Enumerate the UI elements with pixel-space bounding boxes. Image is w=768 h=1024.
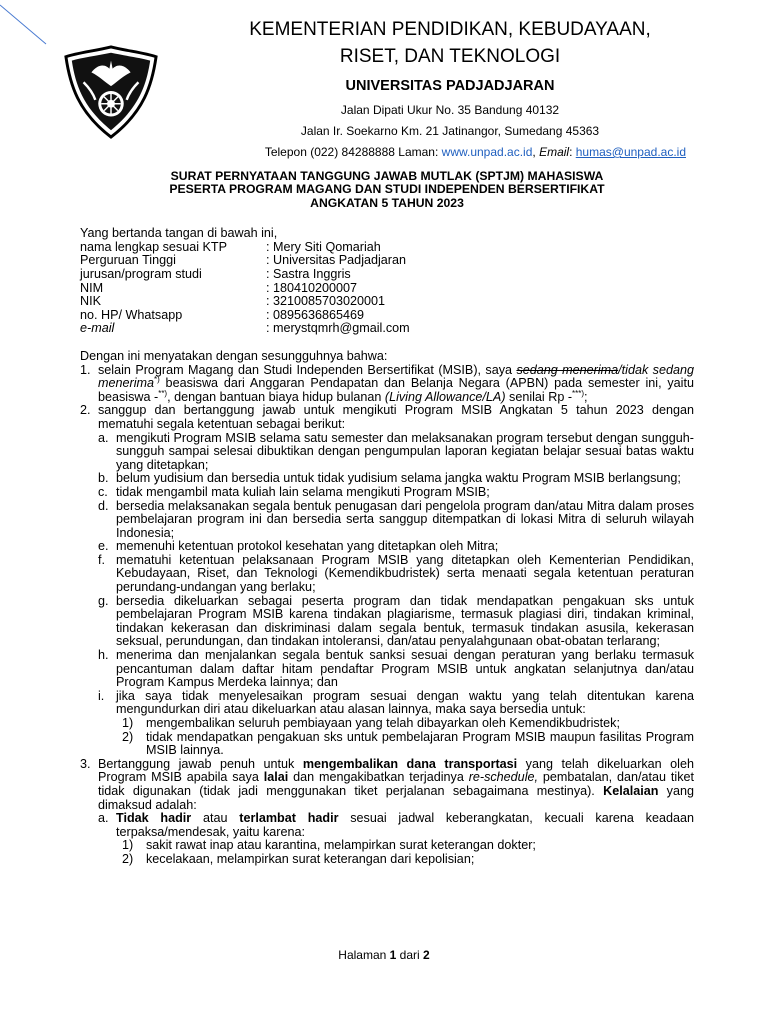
bold-text: lalai (263, 770, 289, 785)
italic-text: tidak sedang menerima (98, 362, 694, 391)
phone-text: Telepon (022) 84288888 Laman: (264, 145, 442, 159)
field-label: nama lengkap sesuai KTP (80, 239, 228, 254)
document-title (80, 170, 694, 210)
bold-text: Kelalaian (603, 783, 659, 798)
subsub-text: kecelakaan, melampirkan surat keterangan dari kepolisian; (146, 851, 475, 866)
email-link[interactable]: humas@unpad.ac.id (575, 145, 686, 159)
corner-line (0, 0, 60, 60)
text-run: yang dimaksud adalah: (98, 783, 694, 812)
item-text (98, 364, 694, 405)
field-label: e-mail (80, 321, 115, 336)
text-run: ; (584, 389, 588, 404)
sub-item (98, 554, 694, 595)
text-run: senilai Rp - (505, 389, 573, 404)
field-row (80, 282, 694, 296)
subsub-number: 2) (122, 851, 134, 866)
sub-text: mematuhi ketentuan pelaksanaan Program MSIB yang ditetapkan oleh Kementerian Pendidikan, Kebudayaan, Riset, dan Teknologi (Kemendikbudristek) serta menaati segala ketentuan peraturan perundang-undangan yang berlaku; (116, 552, 694, 595)
sub-text: menerima dan menjalankan segala bentuk sanksi sesuai dengan peraturan yang berlaku termasuk pencantuman dalam daftar hitam pendaftar Program MSIB untuk angkatan selanjutnya dan/atau Program Kampus Merdeka lainnya; dan (116, 648, 694, 690)
field-value: : 180410200007 (266, 280, 358, 295)
sub-sub-item (122, 839, 694, 853)
sub-text (116, 812, 694, 839)
page-footer (0, 948, 768, 962)
text-run: yang telah dikeluarkan oleh Program MSIB apabila saya (98, 756, 694, 785)
page-number: 1 (389, 948, 397, 962)
bold-text: terlambat hadir (239, 811, 339, 826)
subsub-text: sakit rawat inap atau karantina, melampirkan surat keterangan dokter; (146, 838, 536, 853)
sub-sub-item (122, 853, 694, 867)
sub-text: jika saya tidak menyelesaikan program sesuai dengan waktu yang telah ditentukan karena mengundurkan diri atau dikeluarkan atau alasan lainnya, maka saya bersedia untuk: (116, 688, 694, 717)
sub-sub-item (122, 717, 694, 731)
sub-item (98, 472, 694, 486)
field-row (80, 309, 694, 323)
sub-text: mengikuti Program MSIB selama satu semester dan melaksanakan program tersebut dengan sungguh-sungguh sampai selesai dibuktikan dengan pengumpulan laporan kegiatan belajar sesuai batas waktu yang ditetapkan; (116, 430, 694, 472)
text-run: Bertanggung jawab penuh untuk (98, 756, 303, 771)
footer-text: dari (396, 948, 424, 962)
sub-item (98, 540, 694, 554)
italic-text: re-schedule, (468, 770, 538, 785)
text-run: selain Program Magang dan Studi Independen Bersertifikat (MSIB), saya (98, 362, 517, 377)
field-row (80, 254, 694, 268)
title-line-3: ANGKATAN 5 TAHUN 2023 (310, 195, 464, 210)
bold-text: mengembalikan dana transportasi (302, 756, 518, 771)
list-item-3 (80, 758, 694, 812)
footnote-mark: ***) (572, 388, 585, 398)
university-name: UNIVERSITAS PADJADJARAN (345, 78, 555, 94)
field-value: : merystqmrh@gmail.com (266, 321, 410, 336)
sub-text: bersedia melaksanakan segala bentuk penugasan dari pengelola program dan/atau Mitra dalam proses pembelajaran program ini dan bersedia serta sanggup ditempatkan di lokasi Mitra di seluruh wilayah Indonesia; (116, 498, 694, 540)
title-line-2: PESERTA PROGRAM MAGANG DAN STUDI INDEPENDEN BERSERTIFIKAT (169, 182, 605, 197)
letterhead (200, 16, 700, 160)
sub-item (98, 595, 694, 649)
item-number: 2. (80, 403, 91, 418)
email-label: Email (539, 145, 570, 159)
field-row (80, 322, 694, 336)
sub-item (98, 649, 694, 690)
text-run: beasiswa dari Anggaran Pendapatan dan Belanja Negara (APBN) pada semester ini, yaitu beasiswa - (98, 376, 694, 404)
field-value: : Mery Siti Qomariah (266, 239, 381, 254)
text-run: atau (191, 811, 240, 826)
sub-item (98, 812, 694, 839)
sub-number: d. (98, 498, 109, 513)
field-label: NIK (80, 294, 101, 309)
footnote-mark: *) (154, 374, 160, 384)
field-value: : 3210085703020001 (266, 294, 386, 309)
sub-number: a. (98, 430, 109, 445)
unpad-logo (62, 43, 160, 141)
website-link[interactable]: www.unpad.ac.id (441, 145, 533, 159)
list-item-2 (80, 404, 694, 431)
email-colon: : (569, 145, 576, 159)
sub-sub-item (122, 731, 694, 758)
field-row (80, 295, 694, 309)
statement-text: Dengan ini menyatakan dengan sesungguhnya bahwa: (80, 348, 388, 363)
text-run: pembatalan, dan/atau tiket tidak digunakan (tidak jadi menggunakan tiket perjalanan sebagaimana mestinya). (98, 770, 694, 798)
contact-line (200, 144, 700, 160)
sub-item (98, 432, 694, 473)
intro-text: Yang bertanda tangan di bawah ini, (80, 226, 278, 241)
field-row (80, 268, 694, 282)
text-run: / (618, 362, 622, 377)
field-label: NIM (80, 280, 104, 295)
item-text (98, 758, 694, 812)
text-run: sesuai jadwal keberangkatan, kecuali karena keadaan terpaksa/mendesak, yaitu karena: (116, 811, 694, 839)
sub-number: e. (98, 539, 109, 554)
page-total: 2 (423, 948, 430, 962)
address-2: Jalan Ir. Soekarno Km. 21 Jatinangor, Sumedang 45363 (300, 124, 600, 138)
sub-number: b. (98, 471, 109, 486)
sub-number: a. (98, 811, 109, 826)
address-1: Jalan Dipati Ukur No. 35 Bandung 40132 (340, 103, 560, 117)
sub-number: h. (98, 648, 109, 663)
text-run: , dengan bantuan biaya hidup bulanan (167, 389, 385, 404)
item-number: 1. (80, 362, 91, 377)
subsub-number: 1) (122, 838, 134, 853)
letter-body (80, 170, 694, 867)
sub-number: f. (98, 552, 105, 567)
field-label: Perguruan Tinggi (80, 253, 176, 268)
item-text: sanggup dan bertanggung jawab untuk mengikuti Program MSIB Angkatan 5 tahun 2023 dengan mematuhi segala ketentuan sebagai berikut: (98, 403, 694, 431)
field-row (80, 241, 694, 255)
subsub-number: 1) (122, 716, 134, 730)
sub-text: bersedia dikeluarkan sebagai peserta program dan tidak mendapatkan pengakuan sks untuk pembelajaran Program MSIB karena tindakan plagiarisme, termasuk plagiasi diri, tindakan kriminal, tindakan kekerasan dan diskriminasi dalam segala bentuk, termasuk tindakan asusila, kekerasan seksual, perundungan, dan tindakan intoleransi, dan/atau penyalahgunaan obat-obatan terlarang; (116, 593, 694, 649)
title-line-1: SURAT PERNYATAAN TANGGUNG JAWAB MUTLAK (SPTJM) MAHASISWA (170, 169, 604, 183)
sub-number: i. (98, 688, 105, 703)
identity-block (80, 227, 694, 336)
field-label: no. HP/ Whatsapp (80, 307, 183, 322)
ministry-line-1: KEMENTERIAN PENDIDIKAN, KEBUDAYAAN, (249, 19, 651, 40)
sub-item (98, 486, 694, 500)
field-label: jurusan/program studi (80, 267, 202, 281)
italic-text: (Living Allowance/LA) (384, 389, 506, 404)
list-item-1 (80, 364, 694, 405)
sub-item (98, 500, 694, 541)
footnote-mark: **) (158, 388, 168, 398)
field-value: : 0895636865469 (266, 307, 365, 322)
email-separator: , (532, 145, 540, 159)
subsub-text: mengembalikan seluruh pembiayaan yang telah dibayarkan oleh Kemendikbudristek; (146, 716, 620, 730)
sub-text: memenuhi ketentuan protokol kesehatan yang ditetapkan oleh Mitra; (116, 539, 499, 554)
subsub-text: tidak mendapatkan pengakuan sks untuk pembelajaran Program MSIB maupun fasilitas Program MSIB lainnya. (146, 729, 694, 758)
struck-text: sedang menerima (516, 362, 619, 377)
bold-text: Tidak hadir (116, 811, 192, 826)
sub-number: c. (98, 484, 108, 499)
sub-text: tidak mengambil mata kuliah lain selama mengikuti Program MSIB; (116, 484, 490, 499)
item-number: 3. (80, 756, 91, 771)
footer-text: Halaman (338, 948, 390, 962)
ministry-line-2: RISET, DAN TEKNOLOGI (339, 46, 561, 67)
field-value: : Sastra Inggris (266, 267, 351, 281)
sub-text: belum yudisium dan bersedia untuk tidak yudisium selama jangka waktu Program MSIB berlangsung; (116, 471, 681, 486)
sub-number: g. (98, 593, 109, 608)
sub-item (98, 690, 694, 717)
field-value: : Universitas Padjadjaran (266, 253, 407, 268)
subsub-number: 2) (122, 729, 134, 744)
text-run: dan mengakibatkan terjadinya (288, 770, 469, 785)
